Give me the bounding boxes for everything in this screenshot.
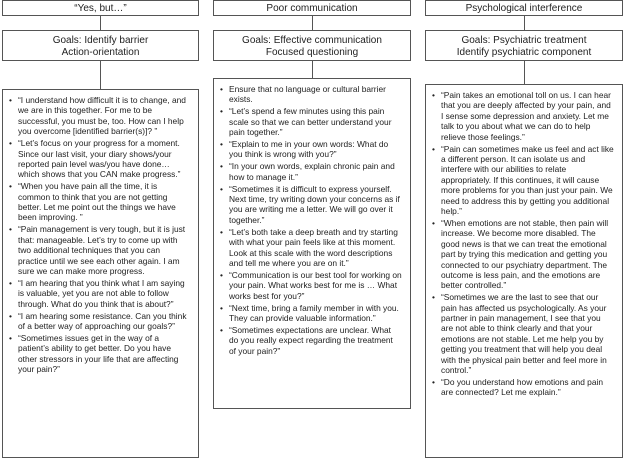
list-item — [432, 377, 614, 398]
bullet: • — [220, 226, 223, 237]
list-item-text: “When you have pain all the time, it is common to think that you are not getting better. Let me point out the things we have been improving. ” — [18, 181, 176, 223]
list-item — [9, 138, 190, 180]
goals-line: Identify psychiatric component — [456, 47, 592, 58]
column-1-heading — [2, 0, 199, 16]
connector-line — [312, 61, 313, 78]
list-item-text: “Do you understand how emotions and pain are connected? Let me explain.” — [441, 376, 604, 398]
list-item-text: “Sometimes it is difficult to express yourself. Next time, try writing down your concerns as if you are writing me a letter. We will go over it together.” — [229, 183, 400, 225]
connector-line — [524, 61, 525, 84]
column-3-heading — [425, 0, 623, 16]
bullet: • — [220, 324, 223, 335]
goals-line: Action-orientation — [61, 47, 140, 58]
bullet: • — [432, 143, 435, 154]
bullet: • — [9, 138, 12, 149]
list-item — [432, 90, 614, 142]
connector-line — [100, 16, 101, 30]
goals-line: Goals: Identify barrier — [52, 35, 149, 46]
connector-line — [100, 61, 101, 89]
list-item-text: “Sometimes issues get in the way of a patient’s ability to get better. Do you have other stressors in your life that are affecting your pain?” — [18, 332, 179, 375]
list-item-text: “When emotions are not stable, then pain will increase. We become more disabled. The good news is that we can treat the emotional part by trying this medication and getting you connected to our psychiatry department. The outcome is less pain, and the emotions are better controlled.” — [441, 217, 609, 291]
bullet: • — [220, 183, 223, 194]
column-2-list — [213, 78, 411, 409]
list-item — [220, 227, 402, 269]
list-item-text: “Let’s both take a deep breath and try starting with what your pain feels like at this moment. Look at this scale with the word descriptions and tell me where you are on it.” — [229, 226, 398, 268]
list-item-text: “Let’s focus on your progress for a moment. Since our last visit, your diary shows/your reported pain level was/you have done…which shows that you CAN make progress.” — [18, 138, 181, 180]
bullet: • — [220, 302, 223, 313]
list-item — [220, 84, 402, 105]
column-1-goals — [2, 30, 199, 61]
list-item — [220, 139, 402, 160]
list-item-text: “Next time, bring a family member in with you. They can provide valuable information.” — [229, 302, 399, 324]
column-1-list — [2, 89, 199, 458]
list-item-text: “Pain can sometimes make us feel and act like a different person. It can isolate us and interfere with our abilities to relate appropriately. If this continues, it will cause more problems for you than just your pain. We need to address this by getting you additional help.” — [441, 143, 614, 216]
list-item — [220, 325, 402, 356]
list-item — [220, 161, 402, 182]
list-item-text: Ensure that no language or cultural barrier exists. — [229, 84, 386, 105]
list-item-text: “Sometimes expectations are unclear. What do you really expect regarding the treatment of your pain?” — [229, 324, 393, 356]
column-3-heading-text: Psychological interference — [465, 3, 583, 14]
list-item-text: “Explain to me in your own words: What do you think is wrong with you?” — [229, 139, 389, 160]
connector-line — [524, 16, 525, 30]
bullet: • — [9, 181, 12, 192]
bullet: • — [220, 269, 223, 280]
column-2-heading — [213, 0, 411, 16]
bullet: • — [9, 277, 12, 288]
list-item-text: “Pain management is very tough, but it is just that: manageable. Let’s try to come up with two additional techniques that you can practice until we see each other again. I am sure we can make more progress. — [18, 224, 186, 276]
list-item — [432, 144, 614, 217]
list-item — [432, 292, 614, 375]
list-item-text: “Let’s spend a few minutes using this pain scale so that we can better understand your pain together.” — [229, 106, 392, 138]
list-item-text: “Sometimes we are the last to see that our pain has affected us psychologically. As your partner in pain management, I see that you are not able to think clearly and that your emotions are not stable. Let me help you by getting you treatment that will help you deal with the physical pain better and feel more in control.” — [441, 292, 607, 376]
column-2-heading-text: Poor communication — [266, 3, 358, 14]
list-item — [220, 303, 402, 324]
list-item — [9, 311, 190, 332]
list-item — [9, 333, 190, 375]
bullet: • — [432, 376, 435, 387]
bullet: • — [9, 95, 12, 105]
bullet: • — [9, 332, 12, 343]
list-item-text: “Pain takes an emotional toll on us. I can hear that you are deeply affected by your pain, and I sense some depression and anxiety. Let me talk to you about what we can do to help relieve those feelings.” — [441, 90, 611, 142]
list-item — [432, 218, 614, 291]
bullet: • — [220, 161, 223, 172]
bullet: • — [220, 139, 223, 150]
bullet: • — [432, 90, 435, 100]
bullet: • — [432, 217, 435, 228]
bullet: • — [9, 224, 12, 235]
list-item-text: “I understand how difficult it is to change, and we are in this together. For me to be successful, you must be, too. How can I help you overcome [identified barrier(s)]? ” — [18, 95, 186, 137]
list-item — [220, 184, 402, 226]
column-1-heading-text: “Yes, but…” — [74, 3, 127, 14]
list-item — [9, 278, 190, 309]
goals-line: Goals: Psychiatric treatment — [461, 35, 587, 46]
column-3-list — [425, 84, 623, 458]
list-item-text: “Communication is our best tool for working on your pain. What works best for me is … What works best for you?” — [229, 269, 402, 301]
list-item — [9, 224, 190, 276]
column-3-goals — [425, 30, 623, 61]
goals-line: Focused questioning — [265, 47, 359, 58]
connector-line — [312, 16, 313, 30]
list-item-text: “I am hearing some resistance. Can you think of a better way of approaching our goals?” — [18, 310, 187, 332]
bullet: • — [220, 106, 223, 117]
bullet: • — [432, 292, 435, 303]
list-item — [9, 95, 190, 137]
list-item — [220, 270, 402, 301]
goals-line: Goals: Effective communication — [242, 35, 382, 46]
list-item — [220, 106, 402, 137]
list-item-text: “In your own words, explain chronic pain and how to manage it.” — [229, 161, 395, 182]
bullet: • — [220, 84, 223, 94]
list-item — [9, 181, 190, 223]
column-2-goals — [213, 30, 411, 61]
bullet: • — [9, 310, 12, 321]
list-item-text: “I am hearing that you think what I am saying is valuable, yet you are not able to follow through. What do you think that is about?” — [18, 277, 185, 309]
